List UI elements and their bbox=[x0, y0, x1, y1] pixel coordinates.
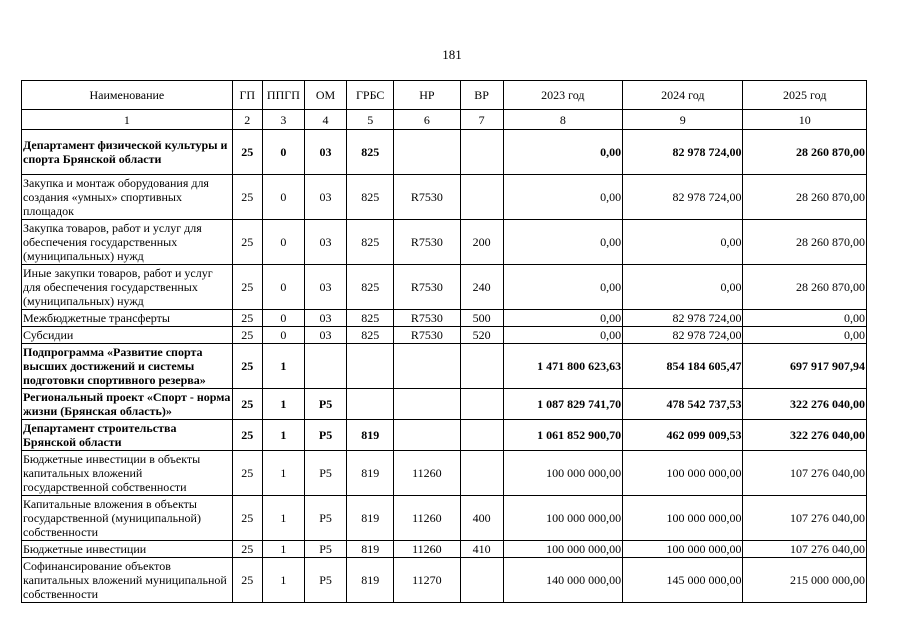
amount-2023: 100 000 000,00 bbox=[503, 541, 622, 558]
row-name: Департамент строительства Брянской области bbox=[22, 420, 233, 451]
nr-cell: R7530 bbox=[394, 220, 460, 265]
column-number: 1 bbox=[22, 110, 233, 130]
row-name: Капитальные вложения в объекты государственной (муниципальной) собственности bbox=[22, 496, 233, 541]
gp-cell: 25 bbox=[232, 175, 262, 220]
page-number: 181 bbox=[442, 47, 462, 62]
amount-2024: 854 184 605,47 bbox=[623, 344, 743, 389]
amount-2025: 215 000 000,00 bbox=[743, 558, 867, 603]
amount-2024: 100 000 000,00 bbox=[623, 496, 743, 541]
amount-2025: 0,00 bbox=[743, 310, 867, 327]
grbs-cell: 819 bbox=[347, 558, 394, 603]
ppgp-cell: 1 bbox=[262, 541, 304, 558]
gp-cell: 25 bbox=[232, 310, 262, 327]
gp-cell: 25 bbox=[232, 265, 262, 310]
om-cell: 03 bbox=[304, 220, 346, 265]
nr-cell bbox=[394, 344, 460, 389]
table-row bbox=[22, 389, 867, 420]
row-name: Софинансирование объектов капитальных вложений муниципальной собственности bbox=[22, 558, 233, 603]
header-om: ОМ bbox=[304, 81, 346, 110]
row-name: Закупка и монтаж оборудования для создания «умных» спортивных площадок bbox=[22, 175, 233, 220]
nr-cell: R7530 bbox=[394, 175, 460, 220]
vr-cell bbox=[460, 389, 503, 420]
vr-cell bbox=[460, 344, 503, 389]
column-number: 2 bbox=[232, 110, 262, 130]
amount-2023: 1 087 829 741,70 bbox=[503, 389, 622, 420]
header-grbs: ГРБС bbox=[347, 81, 394, 110]
amount-2024: 82 978 724,00 bbox=[623, 175, 743, 220]
amount-2024: 145 000 000,00 bbox=[623, 558, 743, 603]
grbs-cell: 819 bbox=[347, 541, 394, 558]
amount-2025: 107 276 040,00 bbox=[743, 451, 867, 496]
nr-cell bbox=[394, 420, 460, 451]
table-row bbox=[22, 541, 867, 558]
amount-2023: 100 000 000,00 bbox=[503, 451, 622, 496]
ppgp-cell: 1 bbox=[262, 496, 304, 541]
row-name: Иные закупки товаров, работ и услуг для обеспечения государственных (муниципальных) нужд bbox=[22, 265, 233, 310]
grbs-cell: 825 bbox=[347, 265, 394, 310]
ppgp-cell: 1 bbox=[262, 389, 304, 420]
row-name: Департамент физической культуры и спорта Брянской области bbox=[22, 130, 233, 175]
amount-2024: 100 000 000,00 bbox=[623, 541, 743, 558]
ppgp-cell: 1 bbox=[262, 558, 304, 603]
nr-cell: R7530 bbox=[394, 310, 460, 327]
amount-2024: 82 978 724,00 bbox=[623, 130, 743, 175]
table-row bbox=[22, 558, 867, 603]
amount-2024: 0,00 bbox=[623, 265, 743, 310]
ppgp-cell: 0 bbox=[262, 265, 304, 310]
om-cell: P5 bbox=[304, 389, 346, 420]
column-number: 7 bbox=[460, 110, 503, 130]
nr-cell: 11270 bbox=[394, 558, 460, 603]
gp-cell: 25 bbox=[232, 344, 262, 389]
header-row bbox=[22, 81, 867, 110]
amount-2025: 28 260 870,00 bbox=[743, 220, 867, 265]
table-row bbox=[22, 220, 867, 265]
grbs-cell: 825 bbox=[347, 220, 394, 265]
table-row bbox=[22, 175, 867, 220]
ppgp-cell: 0 bbox=[262, 327, 304, 344]
amount-2024: 82 978 724,00 bbox=[623, 310, 743, 327]
ppgp-cell: 0 bbox=[262, 175, 304, 220]
row-name: Межбюджетные трансферты bbox=[22, 310, 233, 327]
gp-cell: 25 bbox=[232, 451, 262, 496]
grbs-cell: 825 bbox=[347, 327, 394, 344]
ppgp-cell: 0 bbox=[262, 220, 304, 265]
table-row bbox=[22, 265, 867, 310]
amount-2024: 478 542 737,53 bbox=[623, 389, 743, 420]
gp-cell: 25 bbox=[232, 541, 262, 558]
om-cell: 03 bbox=[304, 265, 346, 310]
table-row bbox=[22, 327, 867, 344]
column-number: 3 bbox=[262, 110, 304, 130]
nr-cell bbox=[394, 130, 460, 175]
amount-2024: 462 099 009,53 bbox=[623, 420, 743, 451]
header-nr: НР bbox=[394, 81, 460, 110]
gp-cell: 25 bbox=[232, 220, 262, 265]
header-name: Наименование bbox=[22, 81, 233, 110]
amount-2023: 0,00 bbox=[503, 327, 622, 344]
ppgp-cell: 1 bbox=[262, 451, 304, 496]
amount-2025: 107 276 040,00 bbox=[743, 496, 867, 541]
grbs-cell: 825 bbox=[347, 175, 394, 220]
column-number: 8 bbox=[503, 110, 622, 130]
ppgp-cell: 1 bbox=[262, 420, 304, 451]
ppgp-cell: 0 bbox=[262, 130, 304, 175]
header-2023: 2023 год bbox=[503, 81, 622, 110]
vr-cell bbox=[460, 451, 503, 496]
amount-2023: 0,00 bbox=[503, 265, 622, 310]
column-number: 5 bbox=[347, 110, 394, 130]
table-row bbox=[22, 496, 867, 541]
vr-cell: 520 bbox=[460, 327, 503, 344]
table-row bbox=[22, 310, 867, 327]
amount-2024: 100 000 000,00 bbox=[623, 451, 743, 496]
amount-2024: 0,00 bbox=[623, 220, 743, 265]
amount-2024: 82 978 724,00 bbox=[623, 327, 743, 344]
row-name: Региональный проект «Спорт - норма жизни (Брянская область)» bbox=[23, 390, 231, 418]
ppgp-cell: 0 bbox=[262, 310, 304, 327]
gp-cell: 25 bbox=[232, 496, 262, 541]
amount-2025: 107 276 040,00 bbox=[743, 541, 867, 558]
amount-2025: 697 917 907,94 bbox=[743, 344, 867, 389]
nr-cell: R7530 bbox=[394, 265, 460, 310]
grbs-cell bbox=[347, 344, 394, 389]
om-cell: P5 bbox=[304, 496, 346, 541]
amount-2025: 322 276 040,00 bbox=[743, 389, 867, 420]
amount-2023: 1 061 852 900,70 bbox=[503, 420, 622, 451]
header-2024: 2024 год bbox=[623, 81, 743, 110]
header-2025: 2025 год bbox=[743, 81, 867, 110]
table-row bbox=[22, 451, 867, 496]
nr-cell bbox=[394, 389, 460, 420]
om-cell: 03 bbox=[304, 175, 346, 220]
amount-2025: 28 260 870,00 bbox=[743, 265, 867, 310]
ppgp-cell: 1 bbox=[262, 344, 304, 389]
header-gp: ГП bbox=[232, 81, 262, 110]
grbs-cell: 819 bbox=[347, 420, 394, 451]
om-cell bbox=[304, 344, 346, 389]
amount-2023: 1 471 800 623,63 bbox=[503, 344, 622, 389]
amount-2023: 140 000 000,00 bbox=[503, 558, 622, 603]
nr-cell: 11260 bbox=[394, 541, 460, 558]
table-row bbox=[22, 130, 867, 175]
amount-2023: 0,00 bbox=[503, 220, 622, 265]
vr-cell bbox=[460, 558, 503, 603]
amount-2025: 0,00 bbox=[743, 327, 867, 344]
column-number-row bbox=[22, 110, 867, 130]
vr-cell: 400 bbox=[460, 496, 503, 541]
om-cell: P5 bbox=[304, 451, 346, 496]
vr-cell: 200 bbox=[460, 220, 503, 265]
vr-cell bbox=[460, 130, 503, 175]
table-body bbox=[22, 130, 867, 603]
amount-2023: 0,00 bbox=[503, 130, 622, 175]
om-cell: 03 bbox=[304, 310, 346, 327]
nr-cell: 11260 bbox=[394, 496, 460, 541]
om-cell: P5 bbox=[304, 541, 346, 558]
grbs-cell bbox=[347, 389, 394, 420]
gp-cell: 25 bbox=[232, 420, 262, 451]
table-row bbox=[22, 420, 867, 451]
amount-2023: 0,00 bbox=[503, 175, 622, 220]
nr-cell: R7530 bbox=[394, 327, 460, 344]
table-row bbox=[22, 344, 867, 389]
gp-cell: 25 bbox=[232, 327, 262, 344]
budget-table bbox=[21, 80, 867, 603]
om-cell: 03 bbox=[304, 130, 346, 175]
amount-2025: 28 260 870,00 bbox=[743, 175, 867, 220]
om-cell: P5 bbox=[304, 558, 346, 603]
om-cell: P5 bbox=[304, 420, 346, 451]
om-cell: 03 bbox=[304, 327, 346, 344]
vr-cell: 410 bbox=[460, 541, 503, 558]
column-number: 9 bbox=[623, 110, 743, 130]
vr-cell bbox=[460, 420, 503, 451]
row-name: Бюджетные инвестиции в объекты капитальных вложений государственной собственности bbox=[22, 451, 233, 496]
nr-cell: 11260 bbox=[394, 451, 460, 496]
grbs-cell: 819 bbox=[347, 496, 394, 541]
amount-2025: 28 260 870,00 bbox=[743, 130, 867, 175]
row-name: Подпрограмма «Развитие спорта высших достижений и системы подготовки спортивного резерва» bbox=[22, 344, 233, 389]
column-number: 4 bbox=[304, 110, 346, 130]
vr-cell bbox=[460, 175, 503, 220]
amount-2023: 0,00 bbox=[503, 310, 622, 327]
gp-cell: 25 bbox=[232, 130, 262, 175]
grbs-cell: 825 bbox=[347, 130, 394, 175]
grbs-cell: 825 bbox=[347, 310, 394, 327]
row-name: Закупка товаров, работ и услуг для обеспечения государственных (муниципальных) нужд bbox=[22, 220, 233, 265]
header-vr: ВР bbox=[460, 81, 503, 110]
grbs-cell: 819 bbox=[347, 451, 394, 496]
amount-2025: 322 276 040,00 bbox=[743, 420, 867, 451]
gp-cell: 25 bbox=[232, 389, 262, 420]
row-name: Бюджетные инвестиции bbox=[22, 541, 233, 558]
vr-cell: 500 bbox=[460, 310, 503, 327]
vr-cell: 240 bbox=[460, 265, 503, 310]
column-number: 6 bbox=[394, 110, 460, 130]
amount-2023: 100 000 000,00 bbox=[503, 496, 622, 541]
column-number: 10 bbox=[743, 110, 867, 130]
gp-cell: 25 bbox=[232, 558, 262, 603]
header-ppgp: ППГП bbox=[262, 81, 304, 110]
row-name: Субсидии bbox=[22, 327, 233, 344]
